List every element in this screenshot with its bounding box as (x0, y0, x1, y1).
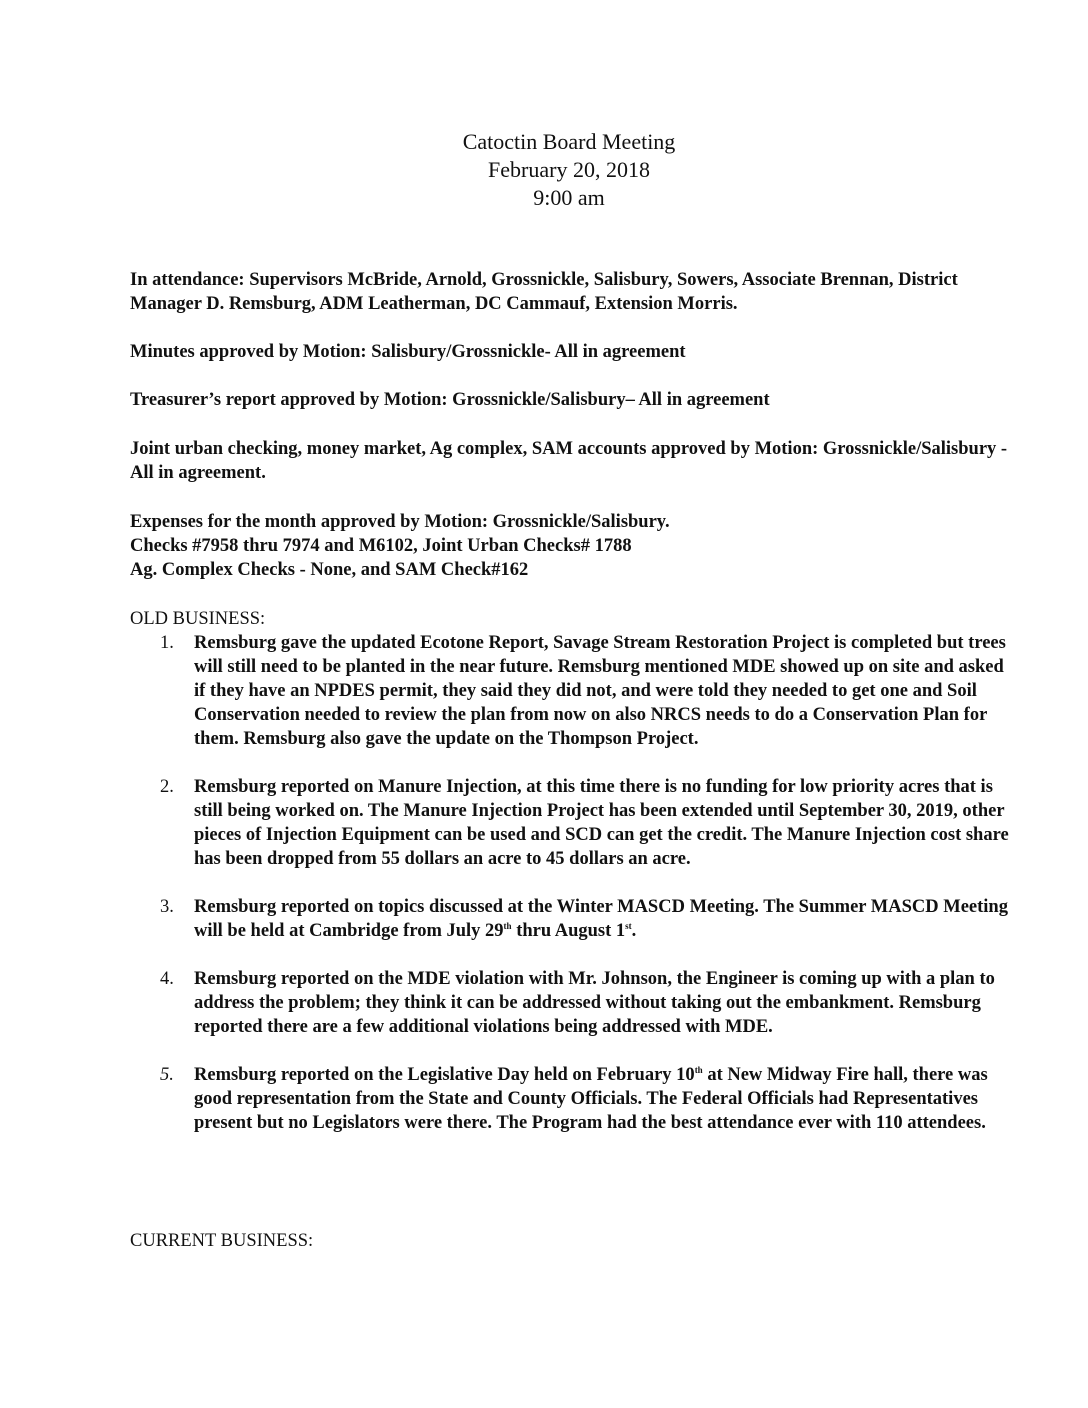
treasurer-text: Treasurer’s report approved by Motion: Grossnickle/Salisbury– All in agreement (130, 390, 770, 410)
meeting-title: Catoctin Board Meeting (462, 129, 676, 154)
minutes-text: Minutes approved by Motion: Salisbury/Grossnickle- All in agreement (130, 342, 686, 362)
list-item (130, 895, 1010, 943)
attendance-paragraph (130, 268, 1010, 316)
list-item (130, 1063, 1010, 1135)
item-number: 1. (160, 633, 174, 653)
list-item (130, 967, 1010, 1039)
attendance-text: In attendance: Supervisors McBride, Arnold, Grossnickle, Salisbury, Sowers, Associate Brennan, District Manager D. Remsburg, ADM Leatherman, DC Cammauf, Extension Morris. (130, 270, 958, 314)
item-text: Remsburg reported on the MDE violation with Mr. Johnson, the Engineer is coming up with a plan to address the problem; they think it can be addressed without taking out the embankment. Remsburg reported there are a few additional violations being addressed with MDE. (194, 969, 995, 1037)
item-number: 4. (160, 969, 174, 989)
item-text (194, 897, 1008, 941)
list-item (130, 631, 1010, 751)
list-item (130, 775, 1010, 871)
current-business-heading: CURRENT BUSINESS: (130, 1231, 314, 1251)
meeting-date: February 20, 2018 (488, 157, 650, 182)
item-number: 2. (160, 777, 174, 797)
ordinal-suffix: st (625, 920, 632, 931)
expenses-paragraph (130, 510, 1010, 582)
item-text-part: thru August 1 (511, 921, 626, 941)
accounts-text: Joint urban checking, money market, Ag complex, SAM accounts approved by Motion: Grossnickle/Salisbury - All in agreement. (130, 439, 1008, 483)
item-text-part: at New Midway Fire hall, there was good representation from the State and County Officials. The Federal Officials had Representatives present but no Legislators were there. The Program had the best attendance ever with 110 attendees. (194, 1065, 988, 1133)
item-text-part: . (631, 921, 637, 941)
item-text: Remsburg gave the updated Ecotone Report, Savage Stream Restoration Project is completed but trees will still need to be planted in the near future. Remsburg mentioned MDE showed up on site and asked if they have an NPDES permit, they said they did not, and were told they needed to get one and Soil Conservation needed to review the plan from now on also NRCS needs to do a Conservation Plan for them. Remsburg also gave the update on the Thompson Project. (194, 633, 1006, 749)
expenses-line-1: Expenses for the month approved by Motion: Grossnickle/Salisbury. (130, 512, 670, 532)
minutes-paragraph (130, 340, 1010, 364)
expenses-line-3: Ag. Complex Checks - None, and SAM Check#162 (130, 560, 529, 580)
treasurer-paragraph (130, 388, 1010, 412)
item-text: Remsburg reported on Manure Injection, at this time there is no funding for low priority acres that is still being worked on. The Manure Injection Project has been extended until September 30, 2019, other pieces of Injection Equipment can be used and SCD can get the credit. The Manure Injection cost share has been dropped from 55 dollars an acre to 45 dollars an acre. (194, 777, 1009, 869)
item-number: 3. (160, 897, 174, 917)
meeting-time: 9:00 am (533, 185, 605, 210)
old-business-heading: OLD BUSINESS: (130, 609, 266, 629)
item-number: 5. (160, 1065, 174, 1085)
old-business-list (130, 631, 1010, 1159)
ordinal-suffix: th (503, 920, 512, 931)
item-text-part: Remsburg reported on topics discussed at the Winter MASCD Meeting. The Summer MASCD Meeting will be held at Cambridge from July 29 (194, 897, 1008, 941)
title-block (0, 128, 1088, 212)
item-text-part: Remsburg reported on the Legislative Day held on February 10 (194, 1065, 695, 1085)
ordinal-suffix: th (694, 1064, 703, 1075)
accounts-paragraph (130, 437, 1010, 485)
item-text (194, 1065, 988, 1133)
expenses-line-2: Checks #7958 thru 7974 and M6102, Joint Urban Checks# 1788 (130, 536, 632, 556)
